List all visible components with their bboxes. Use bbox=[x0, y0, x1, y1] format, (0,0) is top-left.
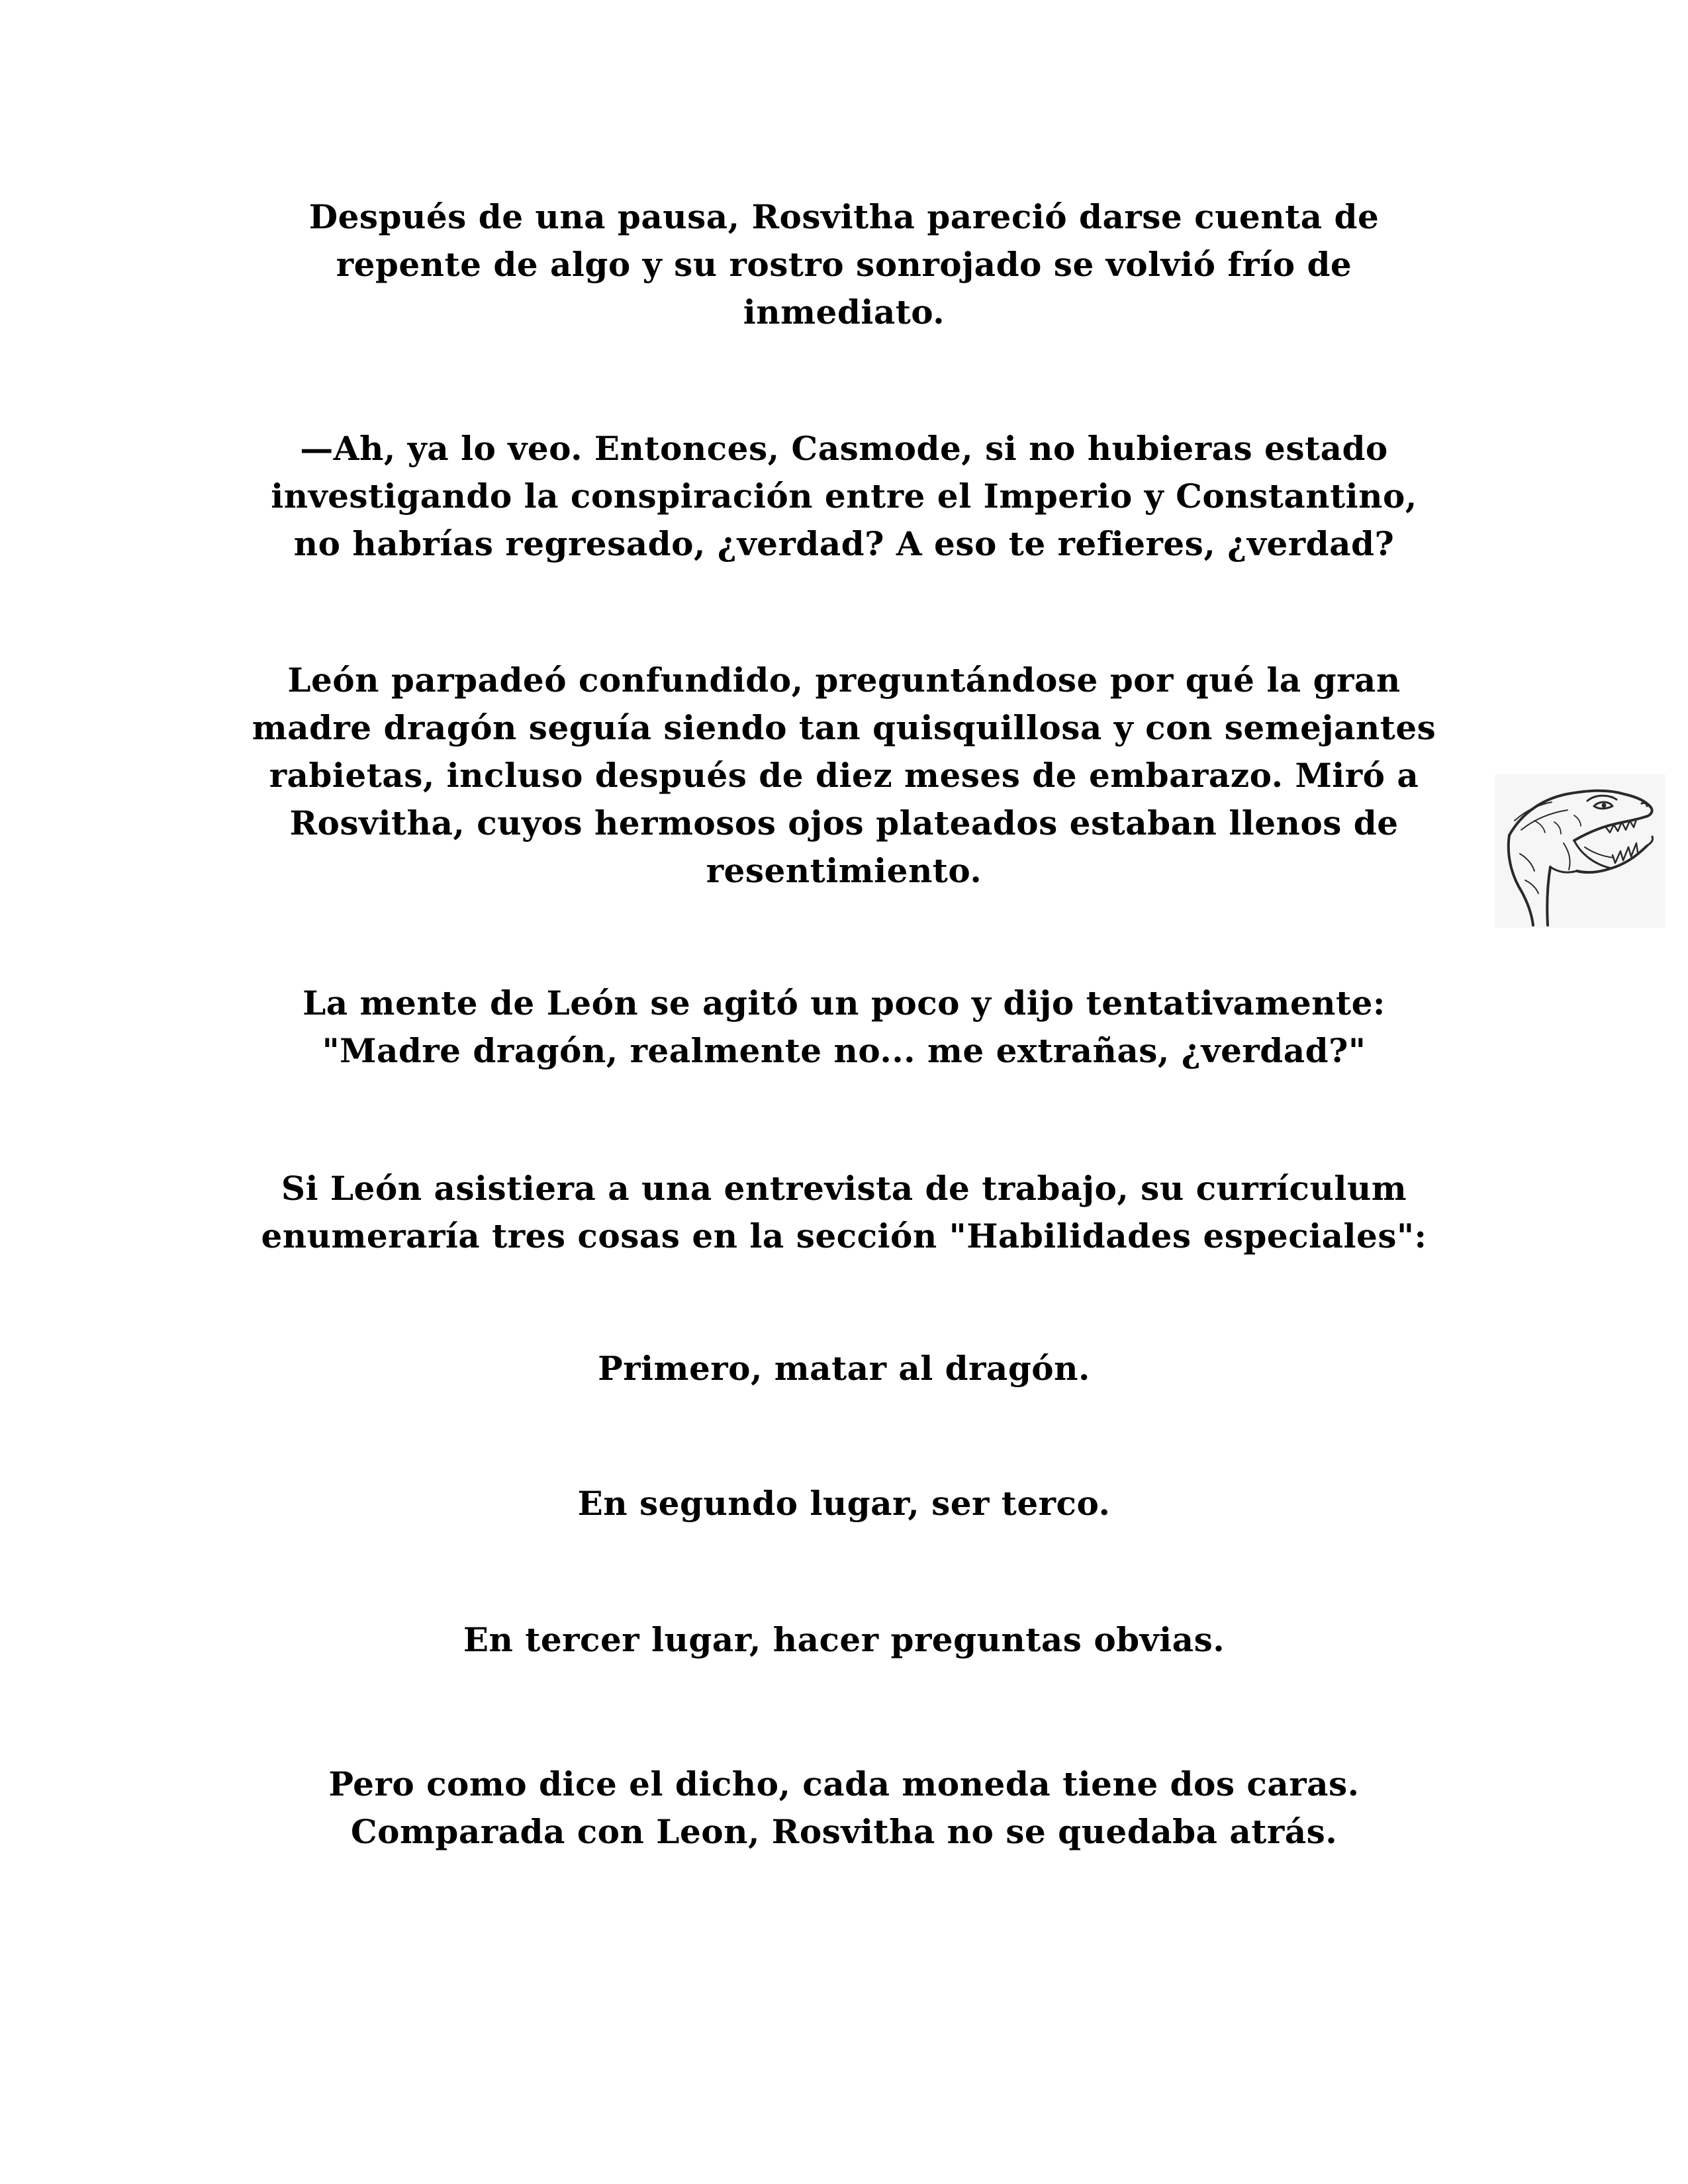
text-line: Después de una pausa, Rosvitha pareció darse cuenta de bbox=[308, 197, 1380, 236]
text-line: madre dragón seguía siendo tan quisquillosa y con semejantes bbox=[252, 708, 1436, 747]
paragraph-7 bbox=[172, 1480, 1516, 1527]
text-line: León parpadeó confundido, preguntándose por qué la gran bbox=[287, 660, 1401, 700]
paragraph-3 bbox=[172, 657, 1516, 895]
text-line: repente de algo y su rostro sonrojado se volvió frío de bbox=[336, 245, 1352, 284]
text-line: inmediato. bbox=[743, 293, 945, 332]
text-line: En tercer lugar, hacer preguntas obvias. bbox=[463, 1620, 1225, 1659]
text-line: Primero, matar al dragón. bbox=[598, 1349, 1090, 1388]
paragraph-4 bbox=[172, 979, 1516, 1075]
dragon-head-sketch-icon bbox=[1495, 774, 1665, 928]
text-line: rabietas, incluso después de diez meses de embarazo. Miró a bbox=[269, 756, 1419, 795]
text-line: La mente de León se agitó un poco y dijo tentativamente: bbox=[303, 983, 1385, 1023]
text-line: resentimiento. bbox=[706, 851, 982, 890]
paragraph-1 bbox=[172, 193, 1516, 336]
text-line: investigando la conspiración entre el Imperio y Constantino, bbox=[271, 477, 1417, 516]
text-line: enumeraría tres cosas en la sección "Habilidades especiales": bbox=[261, 1216, 1427, 1255]
text-line: —Ah, ya lo veo. Entonces, Casmode, si no hubieras estado bbox=[300, 429, 1388, 468]
paragraph-2 bbox=[172, 425, 1516, 568]
paragraph-8 bbox=[172, 1616, 1516, 1664]
text-line: Comparada con Leon, Rosvitha no se quedaba atrás. bbox=[350, 1812, 1338, 1851]
text-line: "Madre dragón, realmente no... me extrañas, ¿verdad?" bbox=[322, 1031, 1366, 1070]
text-line: En segundo lugar, ser terco. bbox=[577, 1484, 1111, 1523]
paragraph-5 bbox=[172, 1165, 1516, 1260]
text-line: no habrías regresado, ¿verdad? A eso te refieres, ¿verdad? bbox=[293, 524, 1395, 563]
text-line: Pero como dice el dicho, cada moneda tiene dos caras. bbox=[328, 1764, 1360, 1803]
text-line: Si León asistiera a una entrevista de trabajo, su currículum bbox=[281, 1169, 1407, 1208]
text-line: Rosvitha, cuyos hermosos ojos plateados estaban llenos de bbox=[289, 803, 1399, 842]
paragraph-6 bbox=[172, 1345, 1516, 1392]
paragraph-9 bbox=[172, 1760, 1516, 1856]
